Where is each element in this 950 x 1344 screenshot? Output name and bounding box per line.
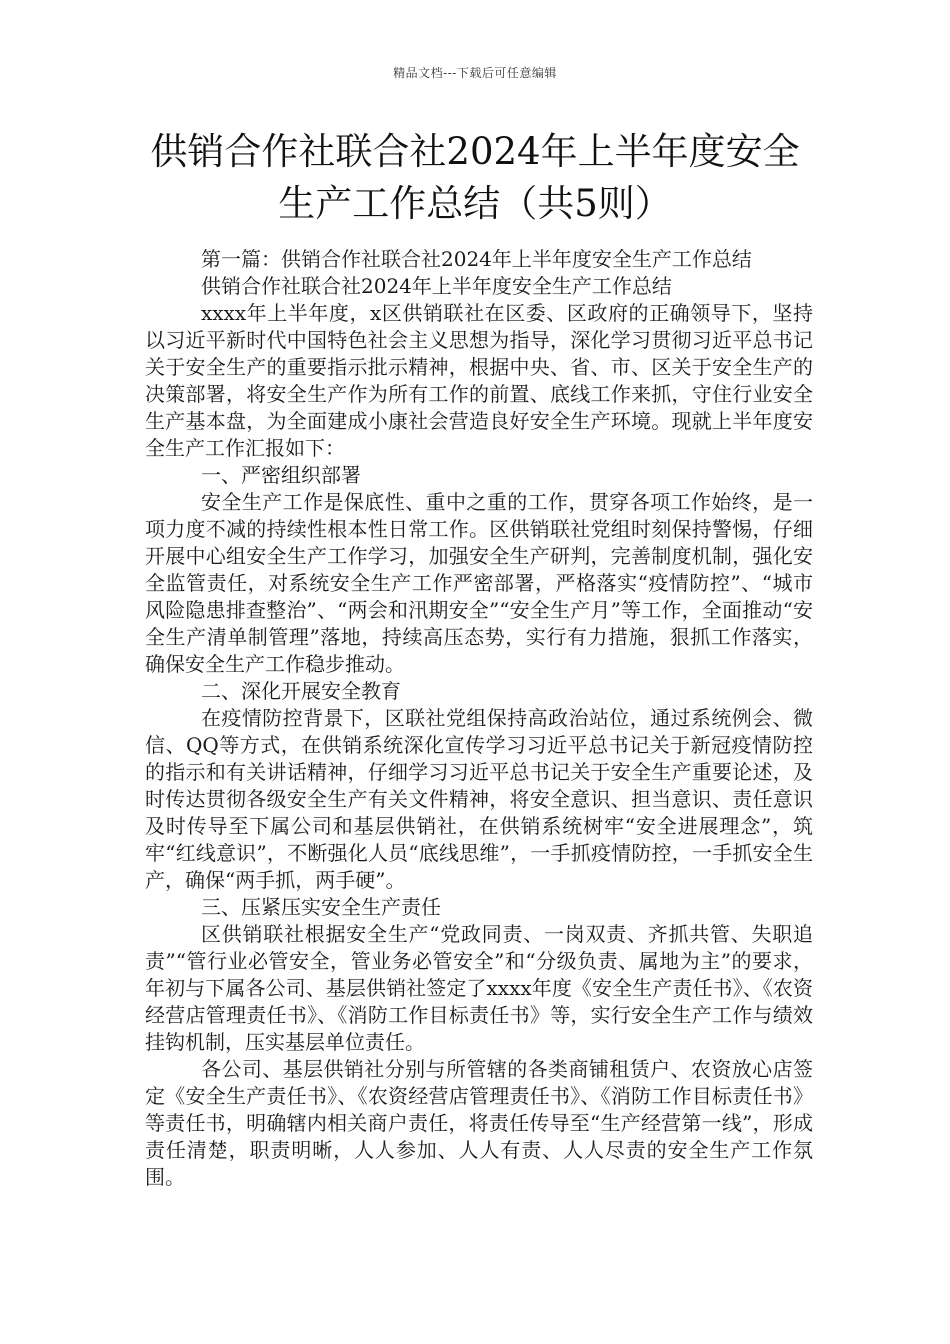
section-heading-2: 二、深化开展安全教育: [201, 679, 401, 703]
section-1-paragraph: 安全生产工作是保底性、重中之重的工作，贯穿各项工作始终，是一项力度不减的持续性根本性日常工作。区供销联社党组时刻保持警惕，仔细开展中心组安全生产工作学习，加强安全生产研判，完善制度机制，强化安全监管责任，对系统安全生产工作严密部署，严格落实“疫情防控”、“城市风险隐患排查整治”、“两会和汛期安全”“安全生产月”等工作，全面推动“安全生产清单制管理”落地，持续高压态势，实行有力措施，狠抓工作落实，确保安全生产工作稳步推动。: [145, 490, 813, 676]
section-heading-part-one: 第一篇：供销合作社联合社2024年上半年度安全生产工作总结: [201, 247, 752, 271]
section-heading-3: 三、压紧压实安全生产责任: [201, 895, 441, 919]
section-heading-1: 一、严密组织部署: [201, 463, 361, 487]
document-body: [145, 246, 813, 1191]
header-note: 精品文档---下载后可任意编辑: [393, 66, 557, 80]
section-2-paragraph: 在疫情防控背景下，区联社党组保持高政治站位，通过系统例会、微信、QQ等方式，在供销系统深化宣传学习习近平总书记关于新冠疫情防控的指示和有关讲话精神，仔细学习习近平总书记关于安全生产重要论述，及时传达贯彻各级安全生产有关文件精神，将安全意识、担当意识、责任意识及时传导至下属公司和基层供销社，在供销系统树牢“安全进展理念”，筑牢“红线意识”，不断强化人员“底线思维”，一手抓疫情防控，一手抓安全生产，确保“两手抓，两手硬”。: [145, 706, 813, 892]
document-title: 供销合作社联合社2024年上半年度安全生产工作总结（共5则）: [150, 130, 800, 225]
intro-paragraph: xxxx年上半年度，x区供销联社在区委、区政府的正确领导下，坚持以习近平新时代中国特色社会主义思想为指导，深化学习贯彻习近平总书记关于安全生产的重要指示批示精神，根据中央、省、市、区关于安全生产的决策部署，将安全生产作为所有工作的前置、底线工作来抓，守住行业安全生产基本盘，为全面建成小康社会营造良好安全生产环境。现就上半年度安全生产工作汇报如下：: [145, 301, 813, 460]
subtitle: 供销合作社联合社2024年上半年度安全生产工作总结: [201, 274, 672, 298]
section-3-paragraph-1: 区供销联社根据安全生产“党政同责、一岗双责、齐抓共管、失职追责”“管行业必管安全，管业务必管安全”和“分级负责、属地为主”的要求，年初与下属各公司、基层供销社签定了xxxx年度《安全生产责任书》、《农资经营店管理责任书》、《消防工作目标责任书》等，实行安全生产工作与绩效挂钩机制，压实基层单位责任。: [145, 922, 813, 1054]
section-3-paragraph-2: 各公司、基层供销社分别与所管辖的各类商铺租赁户、农资放心店签定《安全生产责任书》、《农资经营店管理责任书》、《消防工作目标责任书》等责任书，明确辖内相关商户责任，将责任传导至“生产经营第一线”，形成责任清楚，职责明晰，人人参加、人人有责、人人尽责的安全生产工作氛围。: [145, 1057, 813, 1189]
